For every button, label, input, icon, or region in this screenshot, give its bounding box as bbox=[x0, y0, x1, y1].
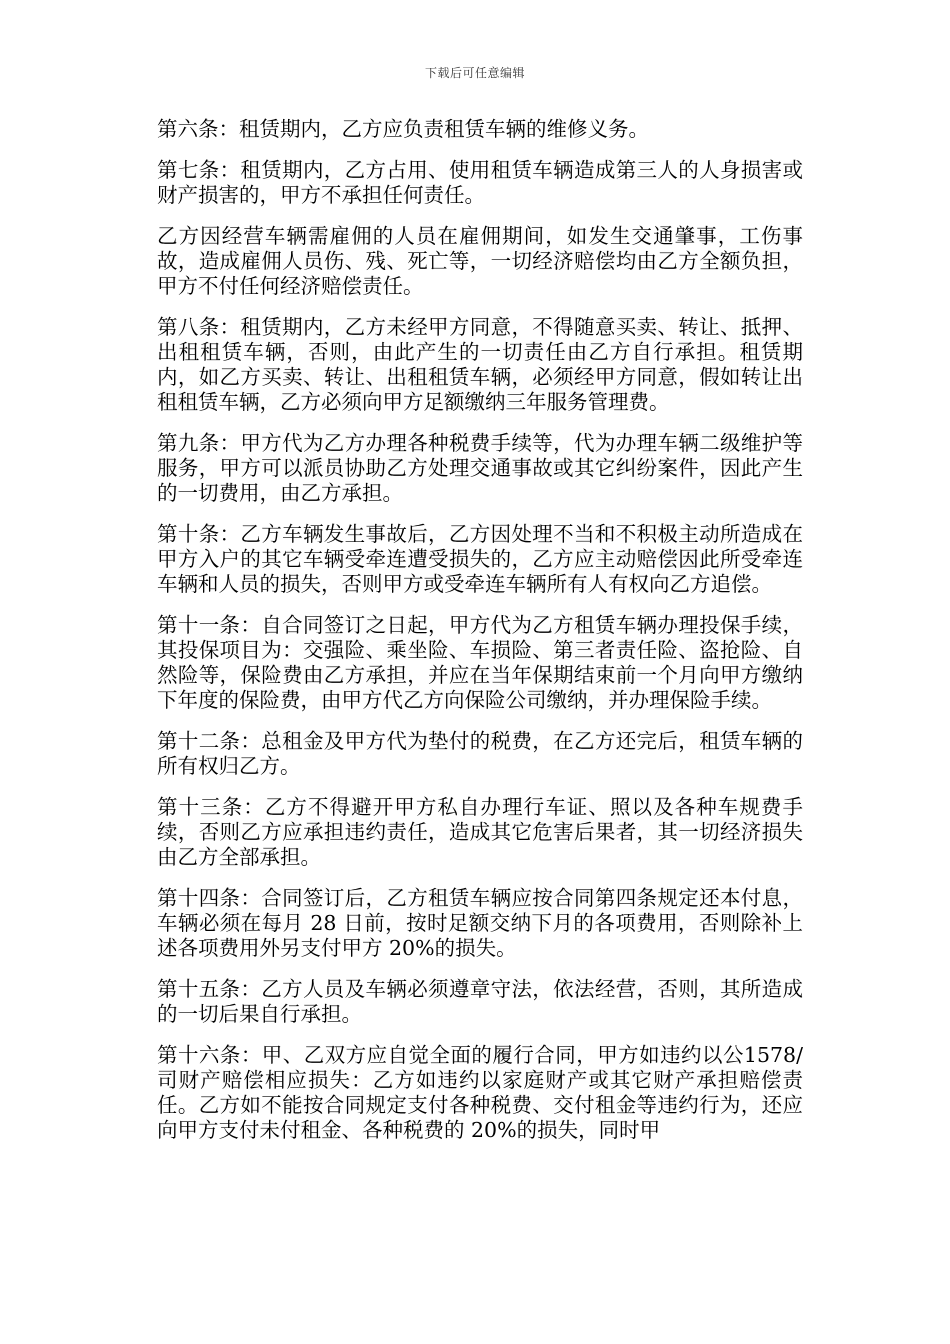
clause-6: 第六条：租赁期内，乙方应负责租赁车辆的维修义务。 bbox=[157, 117, 649, 141]
clause-15: 第十五条：乙方人员及车辆必须遵章守法，依法经营，否则，其所造成的一切后果自行承担。 bbox=[157, 977, 803, 1026]
clause-13: 第十三条：乙方不得避开甲方私自办理行车证、照以及各种车规费手续，否则乙方应承担违约责任，造成其它危害后果者，其一切经济损失由乙方全部承担。 bbox=[157, 795, 803, 869]
clause-14: 第十四条：合同签订后，乙方租赁车辆应按合同第四条规定还本付息，车辆必须在每月 28 日前，按时足额交纳下月的各项费用，否则除补上述各项费用外另支付甲方 20%的损失。 bbox=[157, 886, 803, 960]
clause-8: 第八条：租赁期内，乙方未经甲方同意，不得随意买卖、转让、抵押、出租租赁车辆，否则，由此产生的一切责任由乙方自行承担。租赁期内，如乙方买卖、转让、出租租赁车辆，必须经甲方同意，假如转让出租租赁车辆，乙方必须向甲方足额缴纳三年服务管理费。 bbox=[157, 315, 803, 414]
clause-16: 第十六条：甲、乙双方应自觉全面的履行合同，甲方如违约以公1578/司财产赔偿相应损失：乙方如违约以家庭财产或其它财产承担赔偿责任。乙方如不能按合同规定支付各种税费、交付租金等违约行为，还应向甲方支付未付租金、各种税费的 20%的损失，同时甲 bbox=[157, 1043, 803, 1142]
clause-11: 第十一条：自合同签订之日起，甲方代为乙方租赁车辆办理投保手续，其投保项目为：交强险、乘坐险、车损险、第三者责任险、盗抢险、自然险等，保险费由乙方承担，并应在当年保期结束前一个月向甲方缴纳下年度的保险费，由甲方代乙方向保险公司缴纳，并办理保险手续。 bbox=[157, 613, 803, 712]
clause-7: 第七条：租赁期内，乙方占用、使用租赁车辆造成第三人的人身损害或财产损害的，甲方不承担任何责任。 bbox=[157, 158, 803, 207]
clause-9: 第九条：甲方代为乙方办理各种税费手续等，代为办理车辆二级维护等服务，甲方可以派员协助乙方处理交通事故或其它纠纷案件，因此产生的一切费用，由乙方承担。 bbox=[157, 431, 803, 505]
clause-10: 第十条：乙方车辆发生事故后，乙方因处理不当和不积极主动所造成在甲方入户的其它车辆受牵连遭受损失的，乙方应主动赔偿因此所受牵连车辆和人员的损失，否则甲方或受牵连车辆所有人有权向乙方追偿。 bbox=[157, 522, 803, 596]
contract-body bbox=[143, 117, 803, 1159]
clause-12: 第十二条：总租金及甲方代为垫付的税费，在乙方还完后，租赁车辆的所有权归乙方。 bbox=[157, 729, 803, 778]
page-header: 下载后可任意编辑 bbox=[424, 66, 525, 80]
clause-7-employee-liability: 乙方因经营车辆需雇佣的人员在雇佣期间，如发生交通肇事，工伤事故，造成雇佣人员伤、残、死亡等，一切经济赔偿均由乙方全额负担，甲方不付任何经济赔偿责任。 bbox=[157, 224, 803, 298]
